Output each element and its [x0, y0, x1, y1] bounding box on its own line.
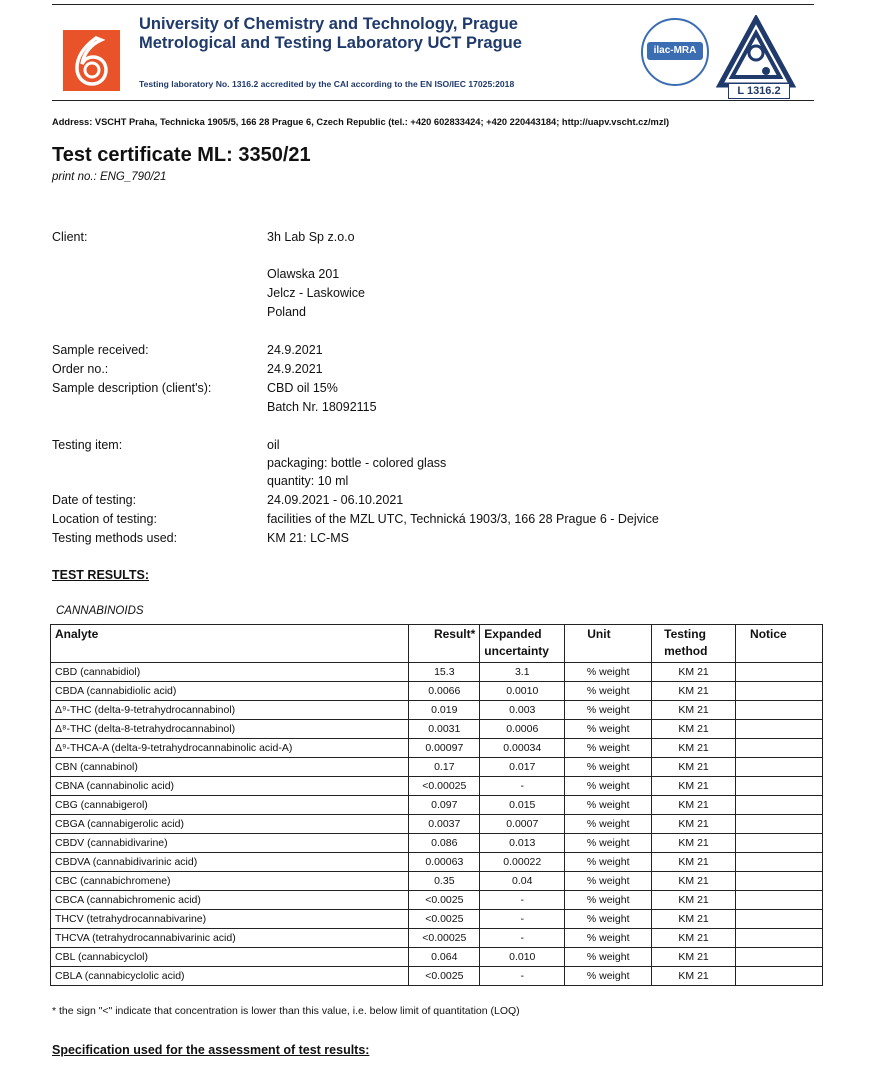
- uncertainty-cell: 0.00034: [480, 739, 565, 758]
- cai-lab-logo: [716, 15, 796, 101]
- field-value: packaging: bottle - colored glass: [267, 456, 447, 470]
- result-cell: 0.35: [409, 872, 480, 891]
- field-value: Batch Nr. 18092115: [267, 400, 377, 414]
- uncertainty-cell: 0.04: [480, 872, 565, 891]
- table-row: [51, 967, 823, 986]
- field-label: Date of testing:: [52, 493, 137, 507]
- table-row: [51, 701, 823, 720]
- unit-cell: % weight: [565, 777, 652, 796]
- unit-cell: % weight: [565, 815, 652, 834]
- analyte-cell: CBCA (cannabichromenic acid): [51, 891, 409, 910]
- result-cell: <0.0025: [409, 967, 480, 986]
- laboratory-name: Metrological and Testing Laboratory UCT Prague: [139, 34, 522, 52]
- uncertainty-cell: 0.010: [480, 948, 565, 967]
- field-value: 24.9.2021: [267, 362, 323, 376]
- unit-cell: % weight: [565, 834, 652, 853]
- result-cell: 0.0066: [409, 682, 480, 701]
- notice-cell: [736, 758, 823, 777]
- uncertainty-cell: -: [480, 910, 565, 929]
- field-value: 3h Lab Sp z.o.o: [267, 230, 355, 244]
- result-cell: <0.00025: [409, 929, 480, 948]
- analyte-cell: THCVA (tetrahydrocannabivarinic acid): [51, 929, 409, 948]
- uncertainty-cell: 0.015: [480, 796, 565, 815]
- unit-cell: % weight: [565, 967, 652, 986]
- field-label: Testing item:: [52, 438, 123, 452]
- analyte-cell: CBDVA (cannabidivarinic acid): [51, 853, 409, 872]
- analyte-cell: CBL (cannabicyclol): [51, 948, 409, 967]
- unit-cell: % weight: [565, 796, 652, 815]
- table-row: [51, 910, 823, 929]
- method-cell: KM 21: [652, 682, 736, 701]
- notice-cell: [736, 948, 823, 967]
- field-label: Client:: [52, 230, 88, 244]
- unit-cell: % weight: [565, 758, 652, 777]
- notice-cell: [736, 891, 823, 910]
- result-cell: 0.064: [409, 948, 480, 967]
- field-value: 24.9.2021: [267, 343, 323, 357]
- field-value: 24.09.2021 - 06.10.2021: [267, 493, 404, 507]
- unit-cell: % weight: [565, 929, 652, 948]
- unit-cell: % weight: [565, 891, 652, 910]
- uncertainty-cell: 0.003: [480, 701, 565, 720]
- table-header-row: [51, 625, 823, 663]
- analyte-cell: CBGA (cannabigerolic acid): [51, 815, 409, 834]
- uncertainty-cell: 0.0006: [480, 720, 565, 739]
- field-value: oil: [267, 438, 280, 452]
- ilac-label: ilac-MRA: [647, 42, 703, 60]
- notice-cell: [736, 929, 823, 948]
- analyte-cell: CBN (cannabinol): [51, 758, 409, 777]
- table-row: [51, 758, 823, 777]
- uncertainty-cell: 0.017: [480, 758, 565, 777]
- notice-cell: [736, 910, 823, 929]
- unit-cell: % weight: [565, 720, 652, 739]
- analyte-cell: CBG (cannabigerol): [51, 796, 409, 815]
- uncertainty-cell: -: [480, 891, 565, 910]
- uncertainty-cell: 0.0010: [480, 682, 565, 701]
- certificate-title: Test certificate ML: 3350/21: [52, 144, 311, 166]
- unit-cell: % weight: [565, 682, 652, 701]
- notice-cell: [736, 834, 823, 853]
- result-cell: <0.0025: [409, 910, 480, 929]
- table-row: [51, 815, 823, 834]
- analyte-cell: THCV (tetrahydrocannabivarine): [51, 910, 409, 929]
- results-body: [51, 663, 823, 986]
- result-cell: 0.00097: [409, 739, 480, 758]
- field-label: Sample description (client's):: [52, 381, 212, 395]
- accreditation-text: Testing laboratory No. 1316.2 accredited by the CAI according to the EN ISO/IEC 17025:2018: [139, 79, 515, 89]
- footnote: * the sign "<" indicate that concentration is lower than this value, i.e. below limit of quantitation (LOQ): [52, 1005, 520, 1017]
- method-cell: KM 21: [652, 758, 736, 777]
- field-value: facilities of the MZL UTC, Technická 1903/3, 166 28 Prague 6 - Dejvice: [267, 512, 659, 526]
- field-value: KM 21: LC-MS: [267, 531, 349, 545]
- analyte-cell: CBDA (cannabidiolic acid): [51, 682, 409, 701]
- method-cell: KM 21: [652, 929, 736, 948]
- table-row: [51, 948, 823, 967]
- analyte-cell: Δ⁹-THCA-A (delta-9-tetrahydrocannabinolic acid-A): [51, 739, 409, 758]
- unit-cell: % weight: [565, 701, 652, 720]
- table-row: [51, 682, 823, 701]
- uncertainty-cell: 3.1: [480, 663, 565, 682]
- method-cell: KM 21: [652, 739, 736, 758]
- method-cell: KM 21: [652, 796, 736, 815]
- uct-logo: [63, 30, 120, 91]
- analyte-cell: CBNA (cannabinolic acid): [51, 777, 409, 796]
- results-table: [50, 624, 823, 986]
- analyte-cell: Δ⁹-THC (delta-9-tetrahydrocannabinol): [51, 701, 409, 720]
- notice-cell: [736, 663, 823, 682]
- result-cell: <0.0025: [409, 891, 480, 910]
- analyte-cell: CBC (cannabichromene): [51, 872, 409, 891]
- field-value: Jelcz - Laskowice: [267, 286, 365, 300]
- col-unit: Unit: [565, 625, 652, 663]
- table-row: [51, 834, 823, 853]
- unit-cell: % weight: [565, 853, 652, 872]
- uncertainty-cell: -: [480, 967, 565, 986]
- analyte-cell: CBDV (cannabidivarine): [51, 834, 409, 853]
- method-cell: KM 21: [652, 910, 736, 929]
- col-uncertainty: Expanded uncertainty: [480, 625, 565, 663]
- notice-cell: [736, 853, 823, 872]
- result-cell: 0.0031: [409, 720, 480, 739]
- header-bottom-rule: [52, 100, 814, 101]
- field-label: Order no.:: [52, 362, 109, 376]
- analyte-cell: CBLA (cannabicyclolic acid): [51, 967, 409, 986]
- unit-cell: % weight: [565, 910, 652, 929]
- table-row: [51, 720, 823, 739]
- result-cell: 0.17: [409, 758, 480, 777]
- analyte-cell: Δ⁸-THC (delta-8-tetrahydrocannabinol): [51, 720, 409, 739]
- category-label: CANNABINOIDS: [56, 605, 144, 617]
- method-cell: KM 21: [652, 663, 736, 682]
- table-row: [51, 891, 823, 910]
- unit-cell: % weight: [565, 663, 652, 682]
- result-cell: 0.019: [409, 701, 480, 720]
- method-cell: KM 21: [652, 891, 736, 910]
- method-cell: KM 21: [652, 967, 736, 986]
- result-cell: 0.00063: [409, 853, 480, 872]
- table-row: [51, 929, 823, 948]
- lab-code: L 1316.2: [728, 83, 790, 99]
- notice-cell: [736, 701, 823, 720]
- field-value: Poland: [267, 305, 306, 319]
- method-cell: KM 21: [652, 853, 736, 872]
- table-row: [51, 777, 823, 796]
- col-result: Result*: [409, 625, 480, 663]
- notice-cell: [736, 739, 823, 758]
- analyte-cell: CBD (cannabidiol): [51, 663, 409, 682]
- uncertainty-cell: -: [480, 929, 565, 948]
- field-value: CBD oil 15%: [267, 381, 338, 395]
- table-row: [51, 663, 823, 682]
- header-titles: [139, 15, 522, 53]
- field-value: quantity: 10 ml: [267, 474, 349, 488]
- result-cell: 15.3: [409, 663, 480, 682]
- specification-heading: Specification used for the assessment of test results:: [52, 1043, 370, 1057]
- unit-cell: % weight: [565, 948, 652, 967]
- ilac-mra-logo: [641, 18, 709, 86]
- table-row: [51, 796, 823, 815]
- notice-cell: [736, 720, 823, 739]
- uncertainty-cell: 0.0007: [480, 815, 565, 834]
- uncertainty-cell: 0.013: [480, 834, 565, 853]
- notice-cell: [736, 872, 823, 891]
- table-row: [51, 872, 823, 891]
- field-label: Location of testing:: [52, 512, 157, 526]
- header-top-rule: [52, 4, 814, 5]
- method-cell: KM 21: [652, 872, 736, 891]
- university-name: University of Chemistry and Technology, Prague: [139, 15, 518, 33]
- result-cell: 0.0037: [409, 815, 480, 834]
- print-number: print no.: ENG_790/21: [52, 171, 167, 183]
- uncertainty-cell: 0.00022: [480, 853, 565, 872]
- unit-cell: % weight: [565, 872, 652, 891]
- method-cell: KM 21: [652, 720, 736, 739]
- result-cell: <0.00025: [409, 777, 480, 796]
- method-cell: KM 21: [652, 815, 736, 834]
- notice-cell: [736, 815, 823, 834]
- method-cell: KM 21: [652, 777, 736, 796]
- col-method: Testing method: [652, 625, 736, 663]
- notice-cell: [736, 796, 823, 815]
- address-line: Address: VSCHT Praha, Technicka 1905/5, 166 28 Prague 6, Czech Republic (tel.: +420 602833424; +420 220443184; http://uapv.vscht.cz/mzl): [52, 117, 670, 127]
- uncertainty-cell: -: [480, 777, 565, 796]
- notice-cell: [736, 967, 823, 986]
- result-cell: 0.086: [409, 834, 480, 853]
- col-analyte: Analyte: [51, 625, 409, 663]
- method-cell: KM 21: [652, 834, 736, 853]
- table-row: [51, 853, 823, 872]
- field-label: Testing methods used:: [52, 531, 178, 545]
- method-cell: KM 21: [652, 701, 736, 720]
- col-notice: Notice: [736, 625, 823, 663]
- result-cell: 0.097: [409, 796, 480, 815]
- notice-cell: [736, 777, 823, 796]
- field-label: Sample received:: [52, 343, 149, 357]
- notice-cell: [736, 682, 823, 701]
- unit-cell: % weight: [565, 739, 652, 758]
- table-row: [51, 739, 823, 758]
- uct-flask-icon: [63, 30, 120, 91]
- field-value: Olawska 201: [267, 267, 340, 281]
- test-results-heading: TEST RESULTS:: [52, 568, 149, 582]
- method-cell: KM 21: [652, 948, 736, 967]
